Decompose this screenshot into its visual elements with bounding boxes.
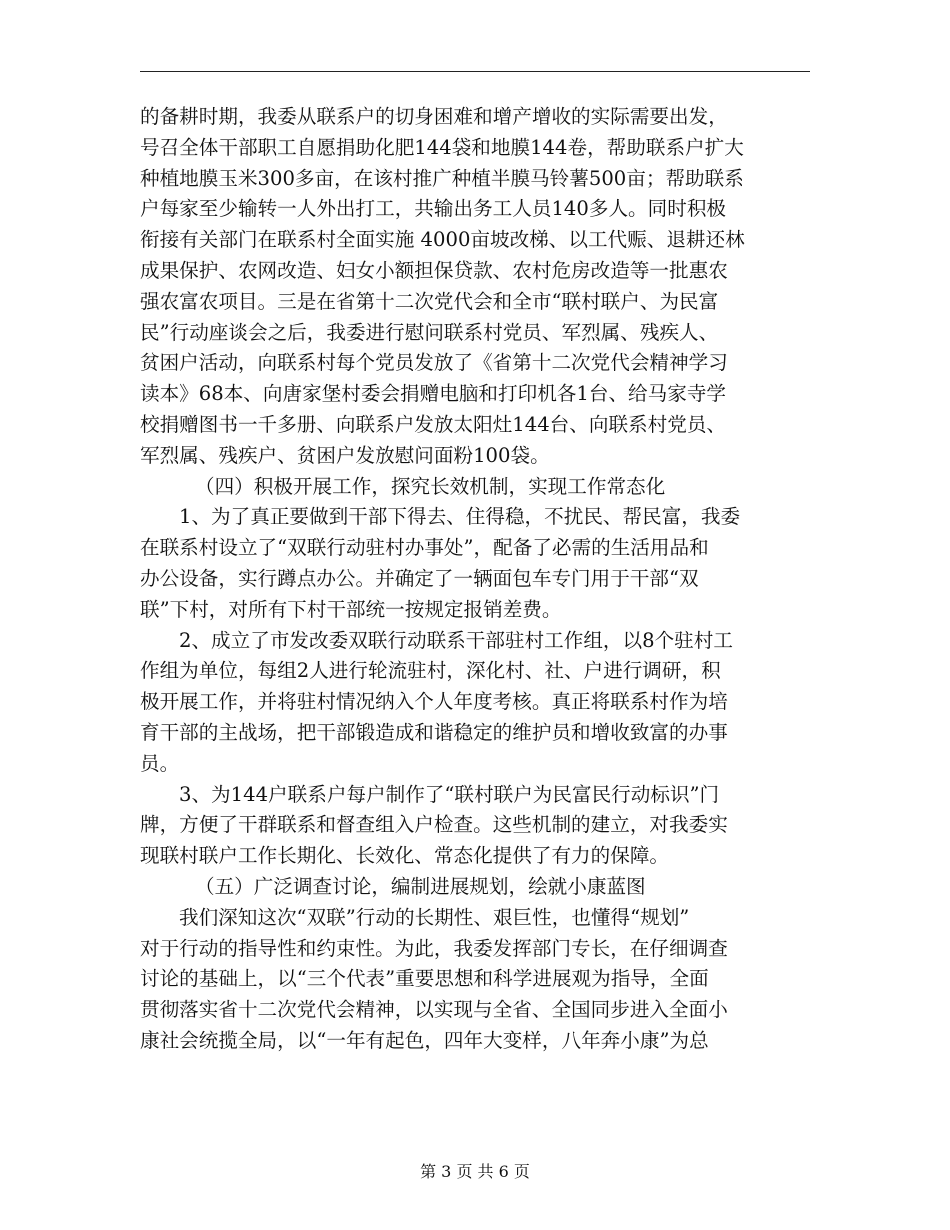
paragraph-first-line: 1、为了真正要做到干部下得去、住得稳，不扰民、帮民富，我委	[179, 505, 741, 529]
body-line: 户每家至少输转一人外出打工，共输出务工人员140多人。同时积极	[140, 197, 727, 221]
body-line: 讨论的基础上，以“三个代表”重要思想和科学进展观为指导，全面	[140, 967, 709, 991]
header-rule	[140, 71, 810, 72]
body-line: 对于行动的指导性和约束性。为此，我委发挥部门专长，在仔细调查	[140, 936, 728, 960]
body-line: 读本》68本、向唐家堡村委会捐赠电脑和打印机各1台、给马家寺学	[140, 382, 727, 406]
paragraph-first-line: 2、成立了市发改委双联行动联系干部驻村工作组，以8个驻村工	[179, 628, 733, 652]
body-line: 衔接有关部门在联系村全面实施 4000亩坡改梯、以工代赈、退耕还林	[140, 228, 745, 252]
body-line: 办公设备，实行蹲点办公。并确定了一辆面包车专门用于干部“双	[140, 566, 699, 590]
body-line: 成果保护、农网改造、妇女小额担保贷款、农村危房改造等一批惠农	[140, 258, 728, 282]
body-line: 育干部的主战场，把干部锻造成和谐稳定的维护员和增收致富的办事	[140, 720, 728, 744]
body-line: 员。	[140, 751, 180, 775]
body-line: 民”行动座谈会之后，我委进行慰问联系村党员、军烈属、残疾人、	[140, 320, 719, 344]
body-line: 牌，方便了干群联系和督查组入户检查。这些机制的建立，对我委实	[140, 813, 728, 837]
body-line: 现联村联户工作长期化、长效化、常态化提供了有力的保障。	[140, 844, 670, 868]
body-line: 联”下村，对所有下村干部统一按规定报销差费。	[140, 597, 562, 621]
body-line: 种植地膜玉米300多亩，在该村推广种植半膜马铃薯500亩；帮助联系	[140, 166, 744, 190]
section-heading: （五）广泛调查讨论，编制进展规划，绘就小康蓝图	[195, 874, 646, 898]
body-line: 康社会统揽全局，以“一年有起色，四年大变样，八年奔小康”为总	[140, 1028, 709, 1052]
body-line: 的备耕时期，我委从联系户的切身困难和增产增收的实际需要出发，	[140, 105, 728, 128]
document-body	[140, 102, 812, 1057]
body-line: 贯彻落实省十二次党代会精神，以实现与全省、全国同步进入全面小	[140, 998, 728, 1022]
page-number: 第 3 页 共 6 页	[420, 1162, 530, 1181]
section-heading: （四）积极开展工作，探究长效机制，实现工作常态化	[195, 474, 666, 498]
body-line: 在联系村设立了“双联行动驻村办事处”，配备了必需的生活用品和	[140, 536, 709, 560]
paragraph-first-line: 我们深知这次“双联”行动的长期性、艰巨性，也懂得“规划”	[179, 905, 690, 929]
body-line: 贫困户活动，向联系村每个党员发放了《省第十二次党代会精神学习	[140, 351, 728, 375]
body-line: 校捐赠图书一千多册、向联系户发放太阳灶144台、向联系村党员、	[140, 412, 727, 436]
body-line: 强农富农项目。三是在省第十二次党代会和全市“联村联户、为民富	[140, 289, 719, 313]
body-line: 极开展工作，并将驻村情况纳入个人年度考核。真正将联系村作为培	[140, 690, 728, 714]
body-line: 军烈属、残疾户、贫困户发放慰问面粉100袋。	[140, 443, 550, 467]
paragraph-first-line: 3、为144户联系户每户制作了“联村联户为民富民行动标识”门	[179, 782, 720, 806]
body-line: 号召全体干部职工自愿捐助化肥144袋和地膜144卷，帮助联系户扩大	[140, 135, 744, 159]
body-line: 作组为单位，每组2人进行轮流驻村，深化村、社、户进行调研，积	[140, 659, 721, 683]
